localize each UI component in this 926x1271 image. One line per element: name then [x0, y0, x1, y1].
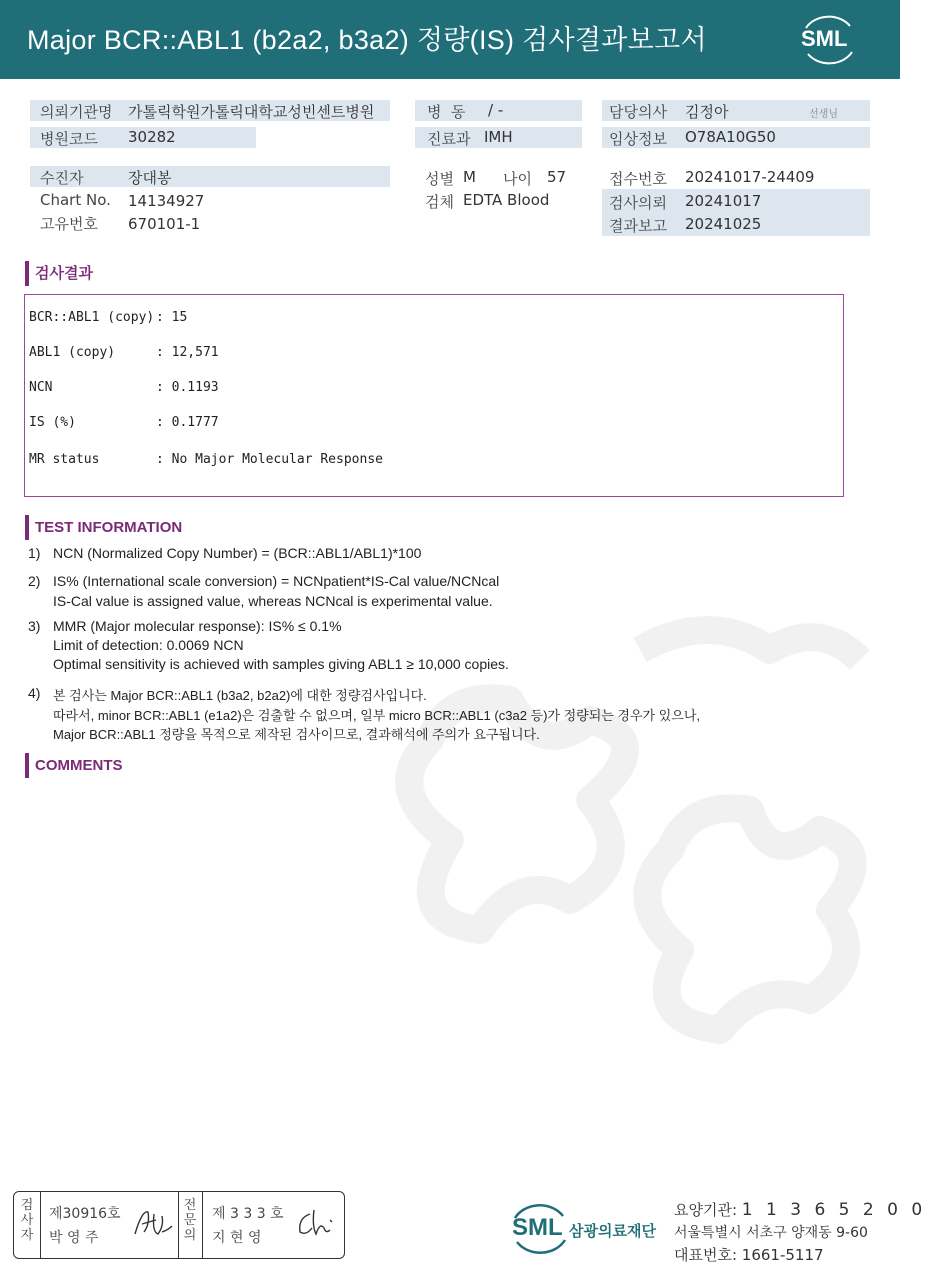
id-label: 고유번호: [40, 215, 98, 233]
age-value: 57: [547, 168, 567, 186]
test-info-number: 3): [28, 618, 41, 634]
test-info-line: Major BCR::ABL1 정량을 목적으로 제작된 검사이므로, 결과해석에 주의가 요구됩니다.: [53, 727, 540, 742]
patient-value: 장대봉: [128, 169, 172, 187]
stamp-divider: [178, 1192, 179, 1258]
hospital-code-label: 병원코드: [40, 130, 98, 148]
result-value: : 0.1777: [156, 415, 219, 430]
patient-row-bg: [30, 166, 390, 187]
chart-label: Chart No.: [40, 191, 111, 209]
specialist-license: 제 3 3 3 호: [212, 1206, 284, 1222]
org-logo-text: SML: [512, 1214, 563, 1241]
test-info-line: IS-Cal value is assigned value, whereas NCNcal is experimental value.: [53, 593, 493, 609]
tester-name: 박 영 주: [49, 1230, 99, 1246]
specialist-signature-icon: [294, 1206, 338, 1240]
clinical-label: 임상정보: [609, 130, 667, 148]
doctor-label: 담당의사: [609, 103, 667, 121]
org-logo: [509, 1198, 664, 1258]
ward-value: / -: [488, 101, 504, 119]
phone-value: 1661-5117: [741, 1246, 824, 1264]
specialist-name: 지 현 영: [212, 1230, 262, 1246]
doctor-value: 김정아: [685, 103, 729, 121]
age-label: 나이: [503, 170, 532, 188]
test-info-number: 4): [28, 685, 41, 701]
results-section-title: 검사결과: [25, 261, 93, 286]
institution-code-label: 요양기관:: [674, 1201, 738, 1219]
sml-logo: [796, 12, 860, 66]
result-name: NCN: [29, 380, 53, 395]
result-row: [29, 415, 219, 430]
patient-label: 수진자: [40, 169, 84, 187]
result-value: : 15: [156, 310, 188, 325]
result-value: : 0.1193: [156, 380, 219, 395]
test-info-line: Limit of detection: 0.0069 NCN: [53, 637, 244, 653]
result-name: MR status: [29, 452, 100, 467]
specimen-value: EDTA Blood: [463, 191, 550, 209]
stamp-divider: [202, 1192, 203, 1258]
report-title: Major BCR::ABL1 (b2a2, b3a2) 정량(IS) 검사결과보고서: [27, 25, 707, 55]
clinical-value: O78A10G50: [685, 128, 776, 146]
institution-code-value: 1 1 3 6 5 2 0 0: [741, 1200, 926, 1220]
result-row: [29, 452, 383, 467]
request-label: 검사의뢰: [609, 194, 667, 212]
header-bar: [0, 0, 900, 79]
institution-label: 의뢰기관명: [40, 103, 113, 121]
comments-section-title: COMMENTS: [25, 753, 123, 778]
institution-value: 가톨릭학원가톨릭대학교성빈센트병원: [128, 103, 375, 121]
result-row: [29, 310, 187, 325]
hospital-code-value: 30282: [128, 128, 176, 146]
receipt-label: 접수번호: [609, 170, 667, 188]
result-name: ABL1 (copy): [29, 345, 116, 360]
org-phone: [674, 1244, 824, 1265]
report-label: 결과보고: [609, 217, 667, 235]
results-box: [24, 294, 844, 497]
id-value: 670101-1: [128, 215, 201, 233]
phone-label: 대표번호:: [674, 1246, 738, 1264]
result-value: : 12,571: [156, 345, 219, 360]
org-address: 서울특별시 서초구 양재동 9-60: [674, 1225, 868, 1241]
institution-code: [674, 1199, 926, 1220]
stamp-divider: [40, 1192, 41, 1258]
sex-value: M: [463, 168, 476, 186]
result-name: IS (%): [29, 415, 76, 430]
test-info-line: 본 검사는 Major BCR::ABL1 (b3a2, b2a2)에 대한 정량검사입니다.: [53, 688, 427, 703]
specimen-label: 검체: [425, 193, 454, 211]
sex-label: 성별: [425, 170, 454, 188]
receipt-value: 20241017-24409: [685, 168, 815, 186]
test-info-line: NCN (Normalized Copy Number) = (BCR::ABL1/ABL1)*100: [53, 545, 422, 561]
sml-logo-text: SML: [801, 26, 848, 51]
chart-value: 14134927: [128, 192, 205, 210]
test-info-number: 2): [28, 573, 41, 589]
result-name: BCR::ABL1 (copy): [29, 310, 155, 325]
test-info-section-title: TEST INFORMATION: [25, 515, 182, 540]
test-info-line: MMR (Major molecular response): IS% ≤ 0.1%: [53, 618, 342, 634]
tester-license: 제30916호: [49, 1206, 121, 1222]
dept-label: 진료과: [427, 130, 471, 148]
org-name: 삼광의료재단: [569, 1222, 656, 1240]
result-row: [29, 380, 219, 395]
test-info-line: 따라서, minor BCR::ABL1 (e1a2)은 검출할 수 없으며, 일부 micro BCR::ABL1 (c3a2 등)가 정량되는 경우가 있으나,: [53, 708, 701, 723]
result-value: : No Major Molecular Response: [156, 452, 383, 467]
signature-stamp: [13, 1191, 345, 1259]
ward-label: 병 동: [427, 103, 466, 121]
report-value: 20241025: [685, 215, 762, 233]
tester-signature-icon: [132, 1206, 174, 1240]
specialist-label: 전문의: [183, 1198, 197, 1243]
tester-label: 검사자: [20, 1198, 34, 1243]
dept-value: IMH: [484, 128, 513, 146]
doctor-suffix: 선생님: [809, 109, 838, 120]
test-info-line: IS% (International scale conversion) = NCNpatient*IS-Cal value/NCNcal: [53, 573, 500, 589]
result-row: [29, 345, 219, 360]
request-value: 20241017: [685, 192, 762, 210]
test-info-number: 1): [28, 545, 41, 561]
test-info-line: Optimal sensitivity is achieved with samples giving ABL1 ≥ 10,000 copies.: [53, 656, 509, 672]
